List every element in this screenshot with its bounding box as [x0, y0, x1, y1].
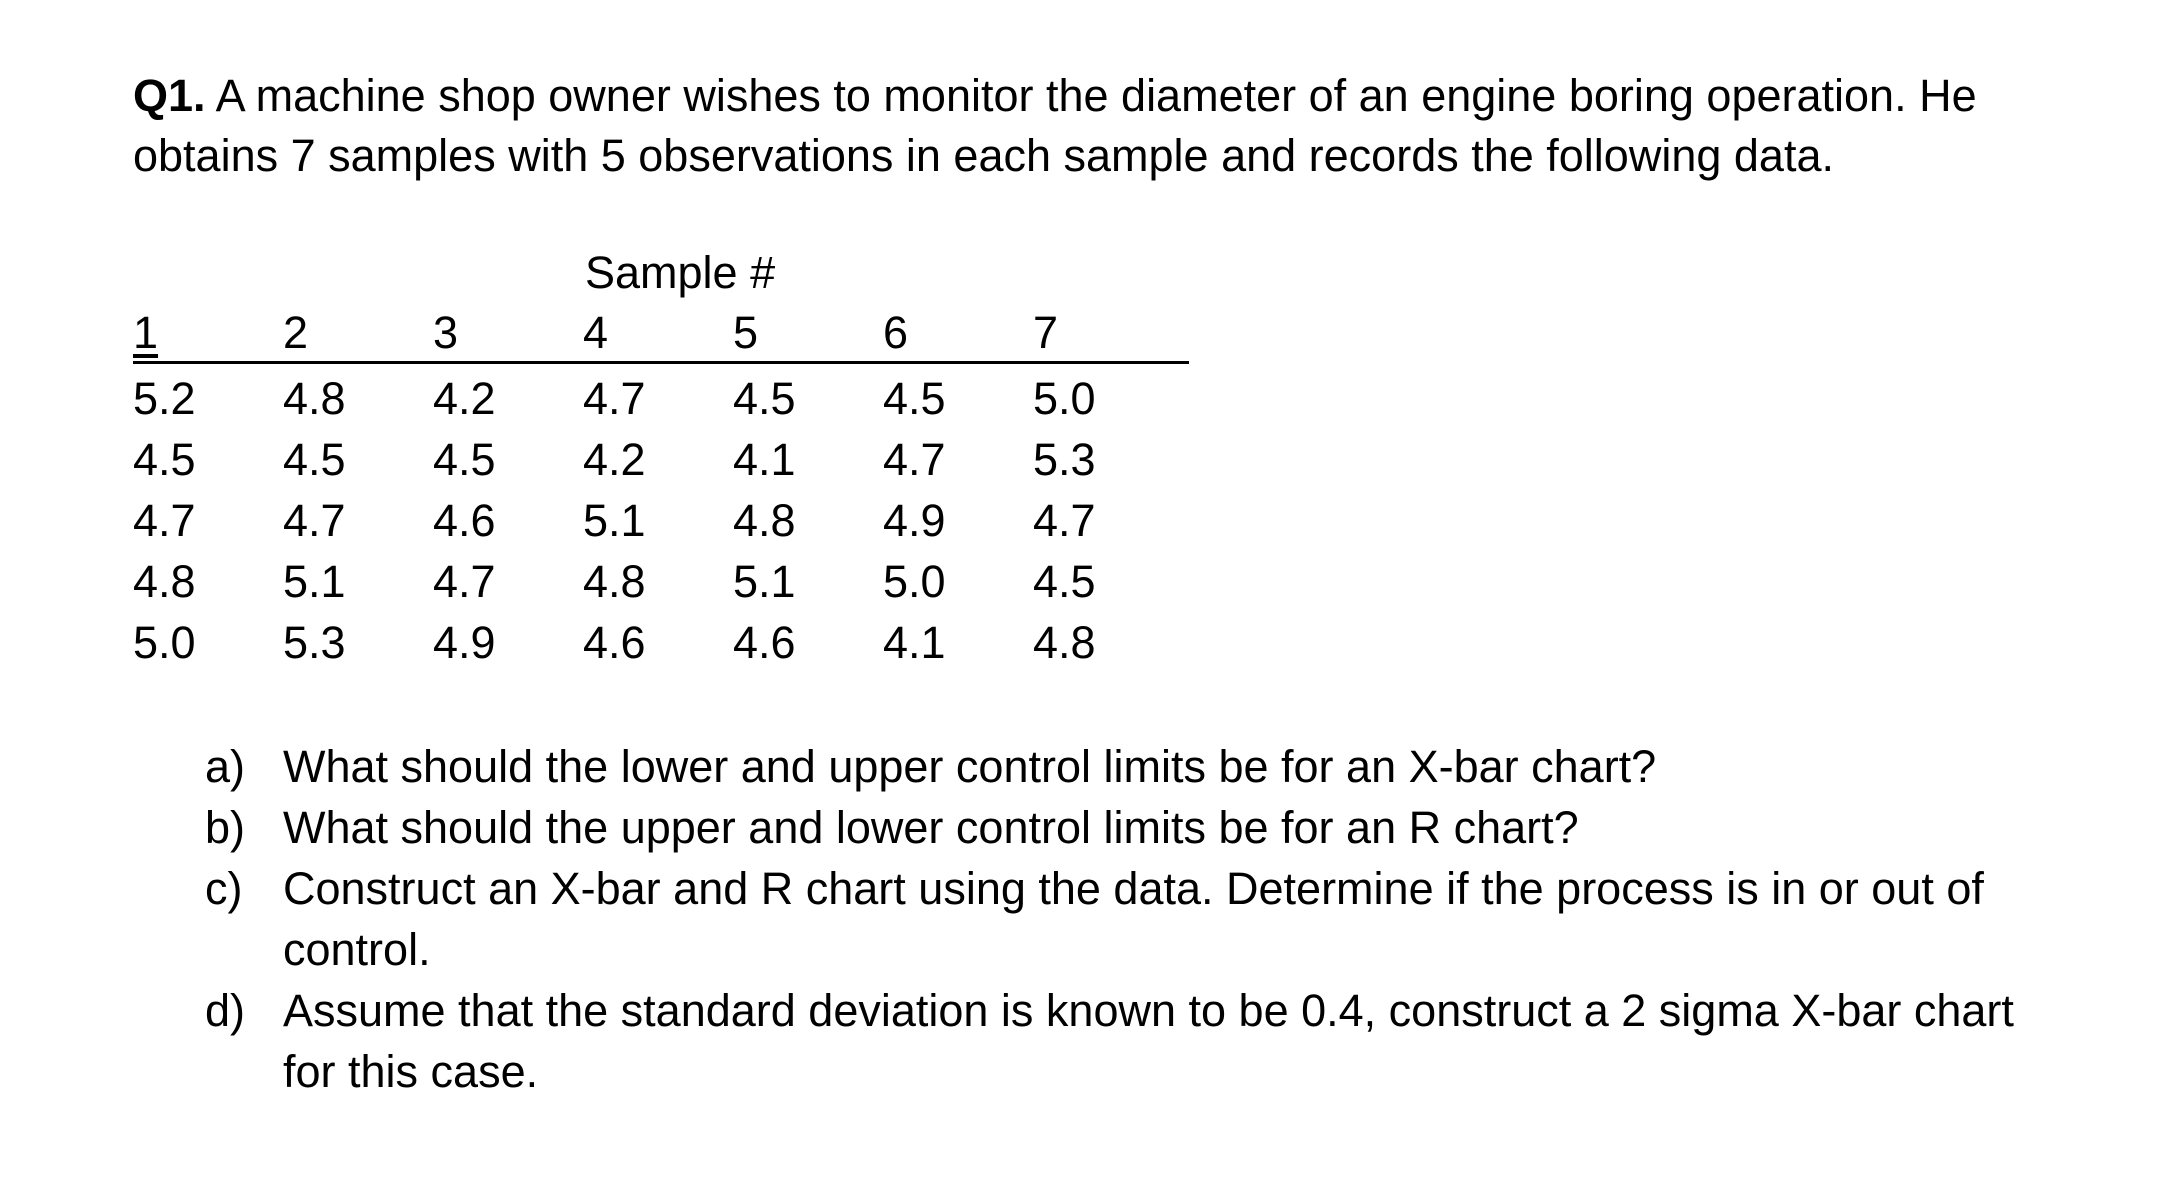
part-label: d) — [205, 985, 246, 1036]
table-cell: 4.6 — [433, 495, 496, 546]
table-cell: 5.3 — [283, 617, 346, 668]
sample-data-table — [133, 305, 1189, 674]
part-text: What should the lower and upper control limits be for an X-bar chart? — [283, 741, 1657, 792]
table-cell: 4.8 — [733, 495, 796, 546]
question-text: A machine shop owner wishes to monitor the diameter of an engine boring operation. He obtains 7 samples with 5 observations in each sample and records the following data. — [133, 70, 1977, 181]
table-cell: 4.2 — [583, 434, 646, 485]
table-cell: 5.2 — [133, 373, 196, 424]
question-part — [205, 797, 2025, 858]
header-cell: 5 — [733, 307, 759, 358]
table-cell: 4.7 — [283, 495, 346, 546]
header-cell: 4 — [583, 307, 609, 358]
table-cell: 4.6 — [733, 617, 796, 668]
table-cell: 4.8 — [283, 373, 346, 424]
table-cell: 4.5 — [283, 434, 346, 485]
table-cell: 5.0 — [133, 617, 196, 668]
table-cell: 4.7 — [133, 495, 196, 546]
part-text: Construct an X-bar and R chart using the data. Determine if the process is in or out of control. — [283, 863, 1984, 975]
table-cell: 5.1 — [733, 556, 796, 607]
table-cell: 4.2 — [433, 373, 496, 424]
table-cell: 4.1 — [733, 434, 796, 485]
table-cell: 4.7 — [433, 556, 496, 607]
table-cell: 4.9 — [883, 495, 946, 546]
table-header-row — [133, 305, 1189, 364]
table-cell: 4.1 — [883, 617, 946, 668]
table-row — [133, 369, 1189, 430]
table-row — [133, 613, 1189, 674]
table-cell: 4.5 — [433, 434, 496, 485]
table-cell: 5.1 — [283, 556, 346, 607]
question-part — [205, 736, 2025, 797]
table-cell: 4.5 — [1033, 556, 1096, 607]
table-cell: 4.9 — [433, 617, 496, 668]
header-cell: 3 — [433, 307, 459, 358]
table-cell: 4.8 — [1033, 617, 1096, 668]
table-caption: Sample # — [585, 247, 776, 298]
header-cell: 7 — [1033, 307, 1059, 358]
table-cell: 4.6 — [583, 617, 646, 668]
part-label: a) — [205, 741, 246, 792]
header-cell: 1 — [133, 307, 159, 358]
table-row — [133, 552, 1189, 613]
part-text: Assume that the standard deviation is known to be 0.4, construct a 2 sigma X-bar chart for this case. — [283, 985, 2014, 1097]
table-cell: 5.3 — [1033, 434, 1096, 485]
table-cell: 4.5 — [883, 373, 946, 424]
question-part — [205, 858, 2025, 980]
part-label: b) — [205, 802, 246, 853]
question-paragraph — [133, 66, 2123, 186]
question-parts-list — [205, 736, 2025, 1102]
table-cell: 5.0 — [1033, 373, 1096, 424]
part-text: What should the upper and lower control limits be for an R chart? — [283, 802, 1579, 853]
table-row — [133, 491, 1189, 552]
header-cell: 2 — [283, 307, 309, 358]
table-cell: 4.7 — [1033, 495, 1096, 546]
question-part — [205, 980, 2025, 1102]
table-cell: 5.1 — [583, 495, 646, 546]
header-cell: 6 — [883, 307, 909, 358]
question-number: Q1. — [133, 70, 206, 121]
table-cell: 4.7 — [583, 373, 646, 424]
table-cell: 4.8 — [583, 556, 646, 607]
part-label: c) — [205, 863, 243, 914]
table-cell: 5.0 — [883, 556, 946, 607]
table-row — [133, 430, 1189, 491]
table-cell: 4.7 — [883, 434, 946, 485]
table-cell: 4.5 — [733, 373, 796, 424]
table-cell: 4.5 — [133, 434, 196, 485]
table-cell: 4.8 — [133, 556, 196, 607]
